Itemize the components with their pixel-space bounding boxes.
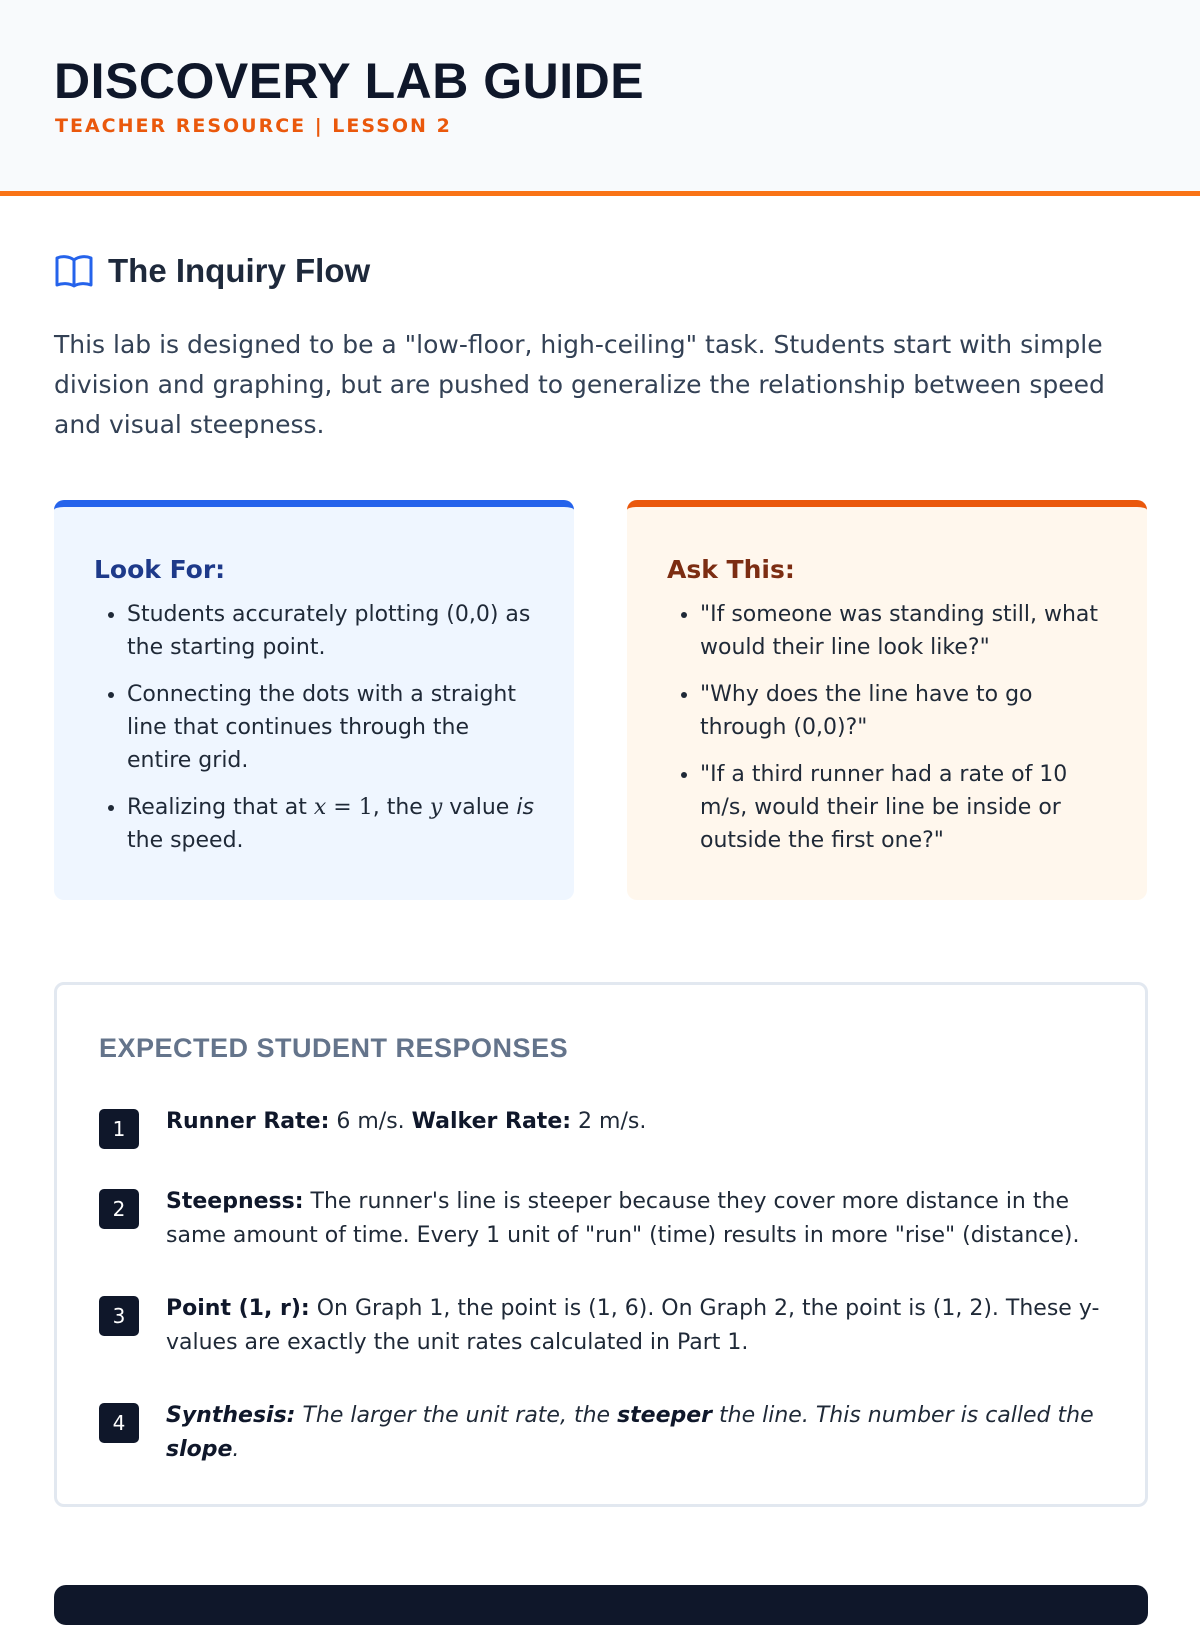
look-for-title: Look For: (94, 555, 226, 584)
inquiry-heading (54, 252, 370, 290)
response-number-badge: 2 (99, 1189, 139, 1229)
header (0, 0, 1200, 196)
responses-title: EXPECTED STUDENT RESPONSES (99, 1033, 569, 1063)
response-text: Synthesis: The larger the unit rate, the steeper the line. This number is called the slope. (166, 1403, 1094, 1462)
ask-this-card (627, 500, 1147, 900)
look-for-card (54, 500, 574, 900)
response-text: Point (1, r): On Graph 1, the point is (1, 6). On Graph 2, the point is (1, 2). These y-values are exactly the unit rates calculated in Part 1. (166, 1296, 1100, 1355)
ask-this-list (667, 598, 1107, 857)
math-equals-one: = 1 (326, 795, 373, 820)
math-y: y (429, 795, 443, 820)
look-for-item: • Connecting the dots with a straight line that continues through the entire grid. (127, 678, 534, 777)
math-x: x (313, 795, 327, 820)
look-for-item: • Students accurately plotting (0,0) as the starting point. (127, 598, 534, 664)
response-number-badge: 3 (99, 1296, 139, 1336)
response-text: Runner Rate: 6 m/s. Walker Rate: 2 m/s. (166, 1109, 647, 1134)
expected-responses-panel (54, 982, 1148, 1507)
ask-this-title: Ask This: (667, 555, 795, 584)
page-title: DISCOVERY LAB GUIDE (54, 53, 645, 109)
ask-this-item: • "Why does the line have to go through (0,0)?" (700, 678, 1107, 744)
response-text: Steepness: The runner's line is steeper because they cover more distance in the same amount of time. Every 1 unit of "run" (time) results in more "rise" (distance). (166, 1189, 1080, 1248)
response-number-badge: 4 (99, 1403, 139, 1443)
ask-this-item: • "If a third runner had a rate of 10 m/s, would their line be inside or outside the first one?" (700, 758, 1107, 857)
response-number-badge: 1 (99, 1109, 139, 1149)
inquiry-intro: This lab is designed to be a "low-floor, high-ceiling" task. Students start with simple division and graphing, but are pushed to generalize the relationship between speed and visual steepness. (54, 330, 1105, 439)
ask-this-item: • "If someone was standing still, what would their line look like?" (700, 598, 1107, 664)
emphasis-is: is (516, 795, 534, 820)
book-open-icon (54, 252, 94, 290)
footer-bar (54, 1585, 1148, 1625)
look-for-list (94, 598, 534, 857)
page-subtitle: TEACHER RESOURCE | LESSON 2 (55, 115, 452, 137)
look-for-item: • Realizing that at x = 1, the y value is the speed. (127, 791, 534, 857)
inquiry-title: The Inquiry Flow (108, 252, 371, 289)
